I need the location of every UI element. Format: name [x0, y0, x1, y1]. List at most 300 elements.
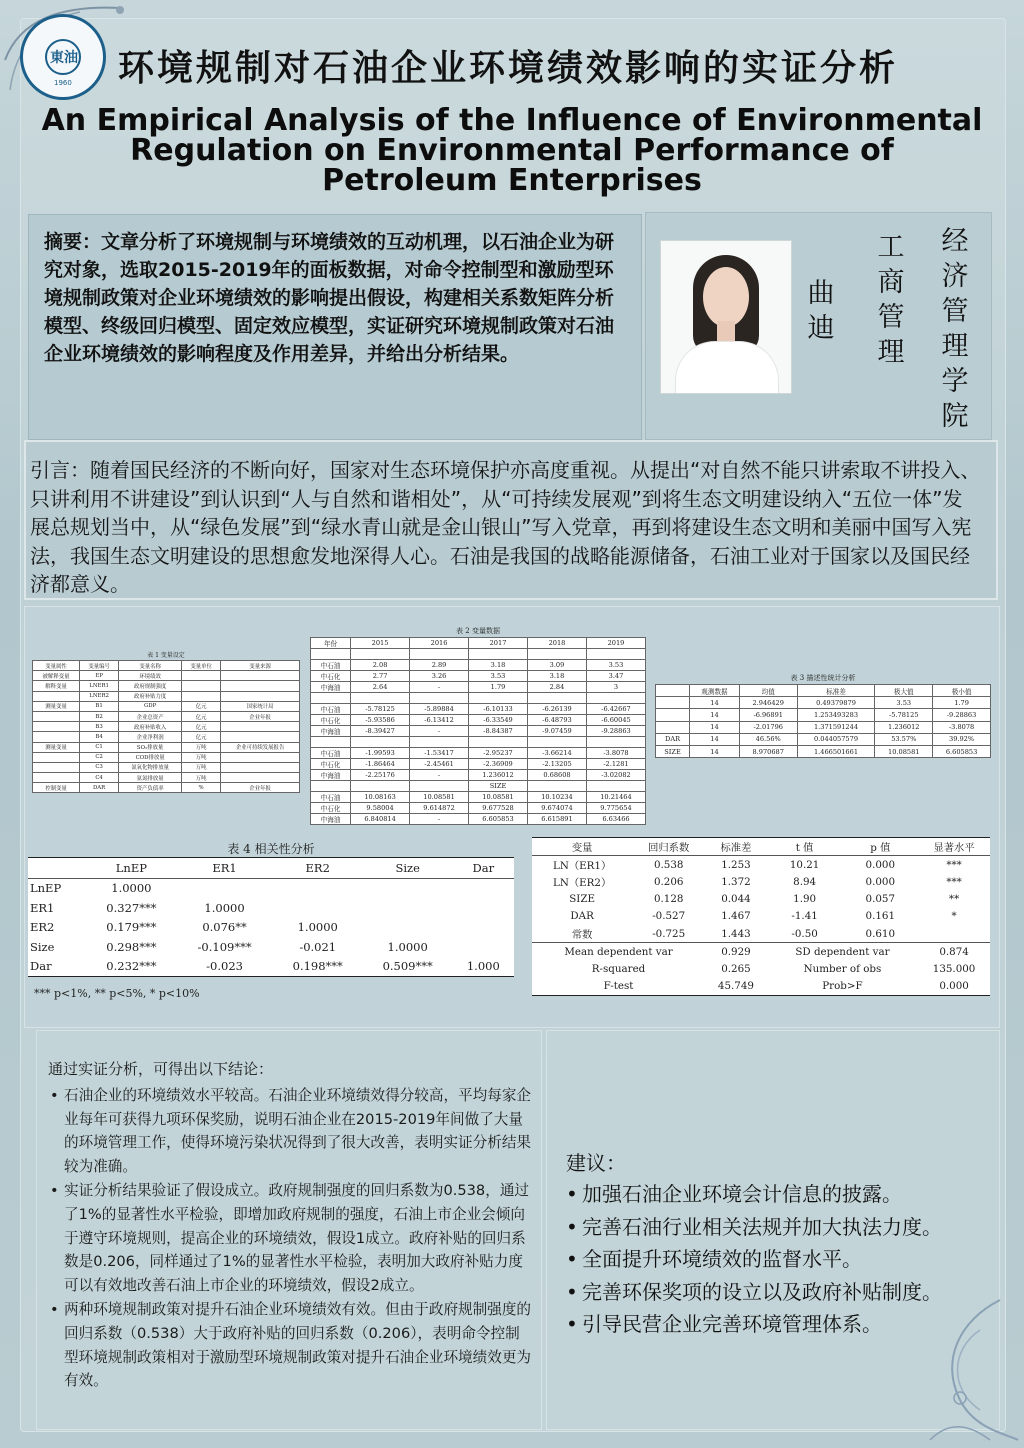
table-row: [28, 898, 514, 918]
table-cell: -5.78125: [875, 709, 933, 721]
table-cell: -2.1281: [586, 758, 645, 769]
table-cell: 氮氧化物排放量: [119, 762, 182, 772]
table-cell: [363, 898, 453, 918]
table-cell: 常数: [571, 929, 593, 942]
table-cell: Size: [363, 858, 453, 879]
table-cell: LN（ER1）: [553, 860, 612, 873]
table-cell: 6.840814: [351, 813, 410, 824]
table-cell: 3: [586, 681, 645, 692]
table-cell: -9.28863: [933, 709, 991, 721]
table-row: [532, 925, 990, 943]
table-cell: B2: [80, 711, 119, 721]
table-cell: Size: [30, 939, 55, 954]
table-cell: *: [951, 910, 957, 923]
table-cell: ***: [946, 875, 962, 888]
table-cell: -3.8078: [586, 747, 645, 758]
table-cell: 测量变量: [33, 742, 80, 752]
table-cell: Mean dependent var: [532, 943, 705, 961]
table-cell: 变量: [532, 838, 632, 856]
table-cell: [410, 692, 469, 703]
table-row: [311, 813, 646, 824]
table-cell: -: [410, 769, 469, 780]
table-cell: 10.08581: [469, 791, 528, 802]
table-descriptive-stats: [655, 684, 991, 758]
table-row: [33, 701, 300, 711]
table-cell: [586, 780, 645, 791]
table-cell: [453, 937, 514, 957]
table-cell: p 值: [842, 838, 918, 856]
table-cell: -8.84387: [469, 725, 528, 736]
table-cell: C3: [80, 762, 119, 772]
table-cell: 2017: [469, 638, 528, 649]
table-cell: -0.109***: [197, 939, 252, 954]
table-row: [311, 802, 646, 813]
table-cell: 1.467: [721, 910, 751, 923]
table-row: [311, 791, 646, 802]
table-row: [33, 773, 300, 783]
table-cell: 亿元: [182, 711, 221, 721]
table-cell: [410, 736, 469, 747]
table-cell: -5.89884: [410, 703, 469, 714]
table-cell: 1.236012: [875, 721, 933, 733]
table-cell: -: [410, 813, 469, 824]
table-cell: 万吨: [182, 742, 221, 752]
table-cell: **: [948, 893, 960, 906]
table-cell: 3.53: [586, 659, 645, 670]
table-cell: SIZE: [656, 745, 690, 757]
table-cell: 控制变量: [33, 783, 80, 793]
table-row: [33, 711, 300, 721]
table-cell: B4: [80, 732, 119, 742]
table-cell: Dar: [453, 858, 514, 879]
table-cell: 0.128: [653, 893, 684, 906]
table-cell: SD dependent var: [767, 943, 918, 961]
regression-stat-row: [532, 943, 990, 961]
table-cell: 6.605853: [469, 813, 528, 824]
table-cell: -0.023: [176, 957, 272, 977]
table-row: [311, 703, 646, 714]
table-cell: -9.28863: [586, 725, 645, 736]
table-cell: 8.970687: [739, 745, 797, 757]
table-cell: -6.13412: [410, 714, 469, 725]
table-cell: 企业年报: [221, 711, 300, 721]
table-cell: -: [410, 681, 469, 692]
table-cell: 亿元: [182, 732, 221, 742]
table-cell: [469, 649, 528, 660]
table-cell: [410, 780, 469, 791]
table-cell: -: [410, 725, 469, 736]
table-cell: SIZE: [569, 893, 596, 906]
table-cell: 政府补贴收入: [119, 722, 182, 732]
table-row: [33, 762, 300, 772]
table-cell: 0.179***: [106, 920, 157, 935]
table-cell: [527, 780, 586, 791]
table-cell: 环境绩效: [119, 671, 182, 681]
table-cell: [182, 691, 221, 701]
table-cell: 14: [690, 697, 740, 709]
table-cell: [33, 732, 80, 742]
table-cell: B1: [80, 701, 119, 711]
table-cell: 1.0000: [204, 900, 245, 915]
table-cell: 企业净利润: [119, 732, 182, 742]
table-cell: 9.775654: [586, 802, 645, 813]
table-cell: 3.18: [527, 670, 586, 681]
title-english-line: Regulation on Environmental Performance of: [130, 133, 894, 168]
table-header-row: [311, 638, 646, 649]
table-cell: 45.749: [705, 978, 767, 996]
table-cell: [453, 878, 514, 898]
table-cell: 1.253493283: [797, 709, 875, 721]
table-cell: -1.41: [791, 910, 818, 923]
table-cell: Number of obs: [803, 962, 882, 975]
table-cell: [453, 918, 514, 938]
table-cell: [221, 762, 300, 772]
conclusion-heading: 通过实证分析，可得出以下结论：: [48, 1060, 274, 1078]
table-block-row: [311, 692, 646, 703]
table-cell: [273, 898, 363, 918]
table-cell: 0.044: [721, 893, 751, 906]
table-row: [532, 891, 990, 908]
table-cell: [586, 649, 645, 660]
table-cell: 中石化: [311, 714, 351, 725]
table-cell: [221, 722, 300, 732]
table-row: [28, 937, 514, 957]
table-cell: 0.509***: [363, 957, 453, 977]
title-english: [20, 103, 1004, 198]
table-row: [656, 697, 991, 709]
table-cell: [311, 736, 351, 747]
table-cell: 中海油: [311, 725, 351, 736]
suggestion-heading: 建议：: [566, 1151, 626, 1175]
table-cell: [182, 671, 221, 681]
table-cell: -3.8078: [933, 721, 991, 733]
table-cell: 资产负债率: [119, 783, 182, 793]
table-cell: 中海油: [311, 681, 351, 692]
table-cell: DAR: [656, 733, 690, 745]
table-cell: [221, 752, 300, 762]
table-cell: -6.48793: [527, 714, 586, 725]
table-cell: 10.21464: [586, 791, 645, 802]
table-cell: 变量属性: [33, 661, 80, 671]
table-cell: 被解释变量: [33, 671, 80, 681]
table-row: [656, 733, 991, 745]
table-cell: [586, 692, 645, 703]
table-cell: -6.96891: [739, 709, 797, 721]
table-cell: [586, 736, 645, 747]
table-cell: R-squared: [591, 962, 646, 975]
table-cell: C4: [80, 773, 119, 783]
table3-caption: 表 3 描述性统计分析: [790, 674, 856, 682]
table-cell: 2018: [527, 638, 586, 649]
table-cell: -6.42667: [586, 703, 645, 714]
table-regression: [532, 837, 990, 996]
table-cell: [311, 780, 351, 791]
table-cell: 0.076**: [202, 920, 247, 935]
table-cell: -6.60045: [586, 714, 645, 725]
title-english-line: An Empirical Analysis of the Influence of Environmental: [41, 103, 983, 138]
table-cell: -0.50: [791, 927, 818, 940]
table-cell: [273, 878, 363, 898]
table-cell: 1.443: [721, 927, 751, 940]
table-cell: -3.66214: [527, 747, 586, 758]
table-cell: -6.33549: [469, 714, 528, 725]
table-cell: -2.13205: [527, 758, 586, 769]
logo-mark: 東油: [50, 50, 78, 66]
table-cell: -0.527: [652, 910, 686, 923]
table-row: [311, 659, 646, 670]
table-cell: -0.021: [299, 939, 337, 954]
conclusion-list: [48, 1084, 534, 1394]
table-cell: 0.298***: [106, 939, 157, 954]
table-cell: 0.929: [705, 943, 767, 961]
table-cell: 0.327***: [106, 900, 157, 915]
intro-text: 引言：随着国民经济的不断向好，国家对生态环境保护亦高度重视。从提出“对自然不能只讲索取不讲投入、只讲利用不讲建设”到认识到“人与自然和谐相处”，从“可持续发展观”到将生态文明建设纳入“五位一体”发展总规划当中，从“绿色发展”到“绿水青山就是金山银山”写入党章，再到将建设生态文明和美丽中国写入宪法，我国生态文明建设的思想愈发地深得人心。石油是我国的战略能源储备，石油工业对于国家以及国民经济都意义。: [30, 458, 981, 596]
suggestion-item: • 完善环保奖项的设立以及政府补贴制度。: [566, 1276, 996, 1309]
table-row: [28, 878, 514, 898]
table-cell: %: [182, 783, 221, 793]
table-variable-settings: [32, 660, 300, 793]
table-cell: 中石油: [311, 791, 351, 802]
table-cell: -0.725: [652, 927, 686, 940]
table-cell: [918, 925, 990, 943]
table-cell: 2.77: [351, 670, 410, 681]
table-cell: 3.18: [469, 659, 528, 670]
table-cell: ER2: [273, 858, 363, 879]
table-cell: [469, 692, 528, 703]
table-cell: 2019: [586, 638, 645, 649]
table-header-row: [532, 838, 990, 856]
table-cell: [311, 692, 351, 703]
table-cell: 9.614872: [410, 802, 469, 813]
table-cell: [33, 762, 80, 772]
table-row: [311, 758, 646, 769]
table-cell: 变量来源: [221, 661, 300, 671]
table-cell: ER2: [30, 920, 55, 935]
table-cell: [351, 736, 410, 747]
table-cell: 观测数据: [690, 685, 740, 697]
table-cell: 6.615891: [527, 813, 586, 824]
table-cell: LnEP: [86, 858, 176, 879]
table-row: [311, 681, 646, 692]
table-cell: 14: [690, 745, 740, 757]
table-row: [656, 745, 991, 757]
table-cell: 0.057: [865, 893, 896, 906]
table-cell: 0.044057579: [797, 733, 875, 745]
table-cell: 均值: [739, 685, 797, 697]
table-row: [33, 783, 300, 793]
table-cell: [221, 691, 300, 701]
table-cell: ER1: [30, 900, 55, 915]
table-cell: 9.58004: [351, 802, 410, 813]
table-cell: 极大值: [875, 685, 933, 697]
table-cell: 3.09: [527, 659, 586, 670]
table-cell: [656, 709, 690, 721]
table-cell: 6.63466: [586, 813, 645, 824]
table-cell: 1.253: [721, 858, 751, 871]
table-row: [532, 856, 990, 874]
table-variable-data: [310, 637, 646, 825]
table-cell: [33, 691, 80, 701]
table-row: [28, 918, 514, 938]
table-cell: 1.0000: [387, 939, 428, 954]
table2-caption: 表 2 变量数据: [456, 627, 500, 635]
table-cell: ***: [946, 858, 962, 871]
table-cell: SO₂排放量: [119, 742, 182, 752]
table-cell: [527, 692, 586, 703]
table-row: [33, 671, 300, 681]
table-cell: LN（ER2）: [553, 877, 612, 890]
table-cell: 亿元: [182, 722, 221, 732]
table-cell: 万吨: [182, 773, 221, 783]
table-cell: 14: [690, 733, 740, 745]
table-cell: [28, 858, 86, 879]
table-cell: [33, 722, 80, 732]
table-row: [33, 732, 300, 742]
table-cell: 万吨: [182, 762, 221, 772]
table-cell: [527, 736, 586, 747]
logo-year: 1960: [54, 79, 72, 87]
table-cell: [221, 773, 300, 783]
table4-caption: 表 4 相关性分析: [227, 842, 315, 856]
table-cell: 3.47: [586, 670, 645, 681]
table-cell: EP: [80, 671, 119, 681]
table-cell: 0.206: [653, 875, 684, 888]
table-cell: [656, 685, 690, 697]
table-cell: COD排放量: [119, 752, 182, 762]
table-row: [311, 769, 646, 780]
table-block-row: [311, 780, 646, 791]
table-cell: 10.10234: [527, 791, 586, 802]
table-cell: 1.79: [469, 681, 528, 692]
table-cell: 3.53: [469, 670, 528, 681]
table-cell: 135.000: [932, 962, 976, 975]
author-name: 曲迪: [807, 278, 835, 344]
table-cell: [221, 681, 300, 691]
photo-shirt: [675, 341, 779, 394]
table-cell: -5.93586: [351, 714, 410, 725]
table-cell: 0.265: [721, 962, 751, 975]
table-cell: 2015: [351, 638, 410, 649]
suggestion-item: • 加强石油企业环境会计信息的披露。: [566, 1178, 996, 1211]
table-cell: 万吨: [182, 752, 221, 762]
table-cell: 10.08581: [875, 745, 933, 757]
table-row: [33, 742, 300, 752]
author-school: 经济管理学院: [941, 226, 969, 432]
corner-ornament-bottom-right: [900, 1290, 1024, 1448]
table-cell: -9.07459: [527, 725, 586, 736]
table-cell: 1.0000: [297, 920, 338, 935]
table-cell: [351, 649, 410, 660]
table-cell: [656, 697, 690, 709]
table-cell: 0.610: [865, 927, 896, 940]
table-cell: 2.946429: [739, 697, 797, 709]
table-row: [33, 691, 300, 701]
table-cell: 标准差: [705, 838, 767, 856]
table-cell: DAR: [570, 910, 594, 923]
table-cell: 10.21: [789, 858, 820, 871]
table-row: [33, 722, 300, 732]
table-cell: ER1: [176, 858, 272, 879]
author-major: 工商管理: [877, 232, 905, 368]
table-header-row: [656, 685, 991, 697]
table-cell: -2.95237: [469, 747, 528, 758]
table-row: [33, 752, 300, 762]
table-row: [33, 681, 300, 691]
table-cell: 1.466501661: [797, 745, 875, 757]
table-cell: 0.874: [918, 943, 990, 961]
table-cell: 变量编号: [80, 661, 119, 671]
table-cell: 0.68608: [527, 769, 586, 780]
table-row: [311, 670, 646, 681]
table-cell: 0.49379879: [797, 697, 875, 709]
table-cell: 中海油: [311, 813, 351, 824]
table-cell: -8.39427: [351, 725, 410, 736]
table-cell: [453, 898, 514, 918]
table-cell: 0.000: [918, 978, 990, 996]
table-cell: DAR: [80, 783, 119, 793]
table-cell: 测量变量: [33, 701, 80, 711]
table-row: [311, 714, 646, 725]
table-cell: 1.236012: [469, 769, 528, 780]
table-cell: 0.000: [865, 858, 896, 871]
table-block-row: [311, 736, 646, 747]
table-cell: 亿元: [182, 701, 221, 711]
table-cell: LNER2: [80, 691, 119, 701]
table-cell: 中石化: [311, 802, 351, 813]
table-cell: 标准差: [797, 685, 875, 697]
table-cell: [351, 780, 410, 791]
table-row: [311, 725, 646, 736]
table-cell: 10.08581: [410, 791, 469, 802]
table-cell: 变量单位: [182, 661, 221, 671]
table-cell: 8.94: [793, 875, 817, 888]
table-cell: 1.372: [721, 875, 751, 888]
conclusion-item: • 石油企业的环境绩效水平较高。石油企业环境绩效得分较高，平均每家企业每年可获得九项环保奖励，说明石油企业在2015-2019年间做了大量的环境管理工作，使得环境污染状况得到了很大改善，表明实证分析结果较为准确。: [48, 1084, 534, 1178]
table-cell: 0.198***: [273, 957, 363, 977]
table-cell: 国家统计局: [221, 701, 300, 711]
table-cell: -2.25176: [351, 769, 410, 780]
table-header-row: [28, 858, 514, 879]
table-cell: [363, 878, 453, 898]
table-cell: 39.92%: [933, 733, 991, 745]
table-cell: 0.232***: [86, 957, 176, 977]
table-cell: 企业年报: [221, 783, 300, 793]
table-row: [532, 873, 990, 890]
regression-stat-row: [532, 978, 990, 996]
table-cell: -6.10133: [469, 703, 528, 714]
table-cell: LNER1: [80, 681, 119, 691]
university-logo: [20, 14, 106, 100]
table-cell: 年份: [311, 638, 351, 649]
table-cell: 2.08: [351, 659, 410, 670]
table-cell: 2.84: [527, 681, 586, 692]
table-cell: 2.64: [351, 681, 410, 692]
table-cell: 中石化: [311, 670, 351, 681]
table-cell: 2.89: [410, 659, 469, 670]
table-cell: 0.538: [653, 858, 684, 871]
table-cell: [221, 732, 300, 742]
photo-face: [703, 267, 749, 327]
table-cell: B3: [80, 722, 119, 732]
table-cell: 极小值: [933, 685, 991, 697]
table-row: [656, 709, 991, 721]
table-cell: -1.99593: [351, 747, 410, 758]
suggestion-item: • 完善石油行业相关法规并加大执法力度。: [566, 1211, 996, 1244]
table-cell: -3.02082: [586, 769, 645, 780]
table-row: [656, 721, 991, 733]
table-cell: [469, 736, 528, 747]
suggestion-item: • 全面提升环境绩效的监督水平。: [566, 1243, 996, 1276]
